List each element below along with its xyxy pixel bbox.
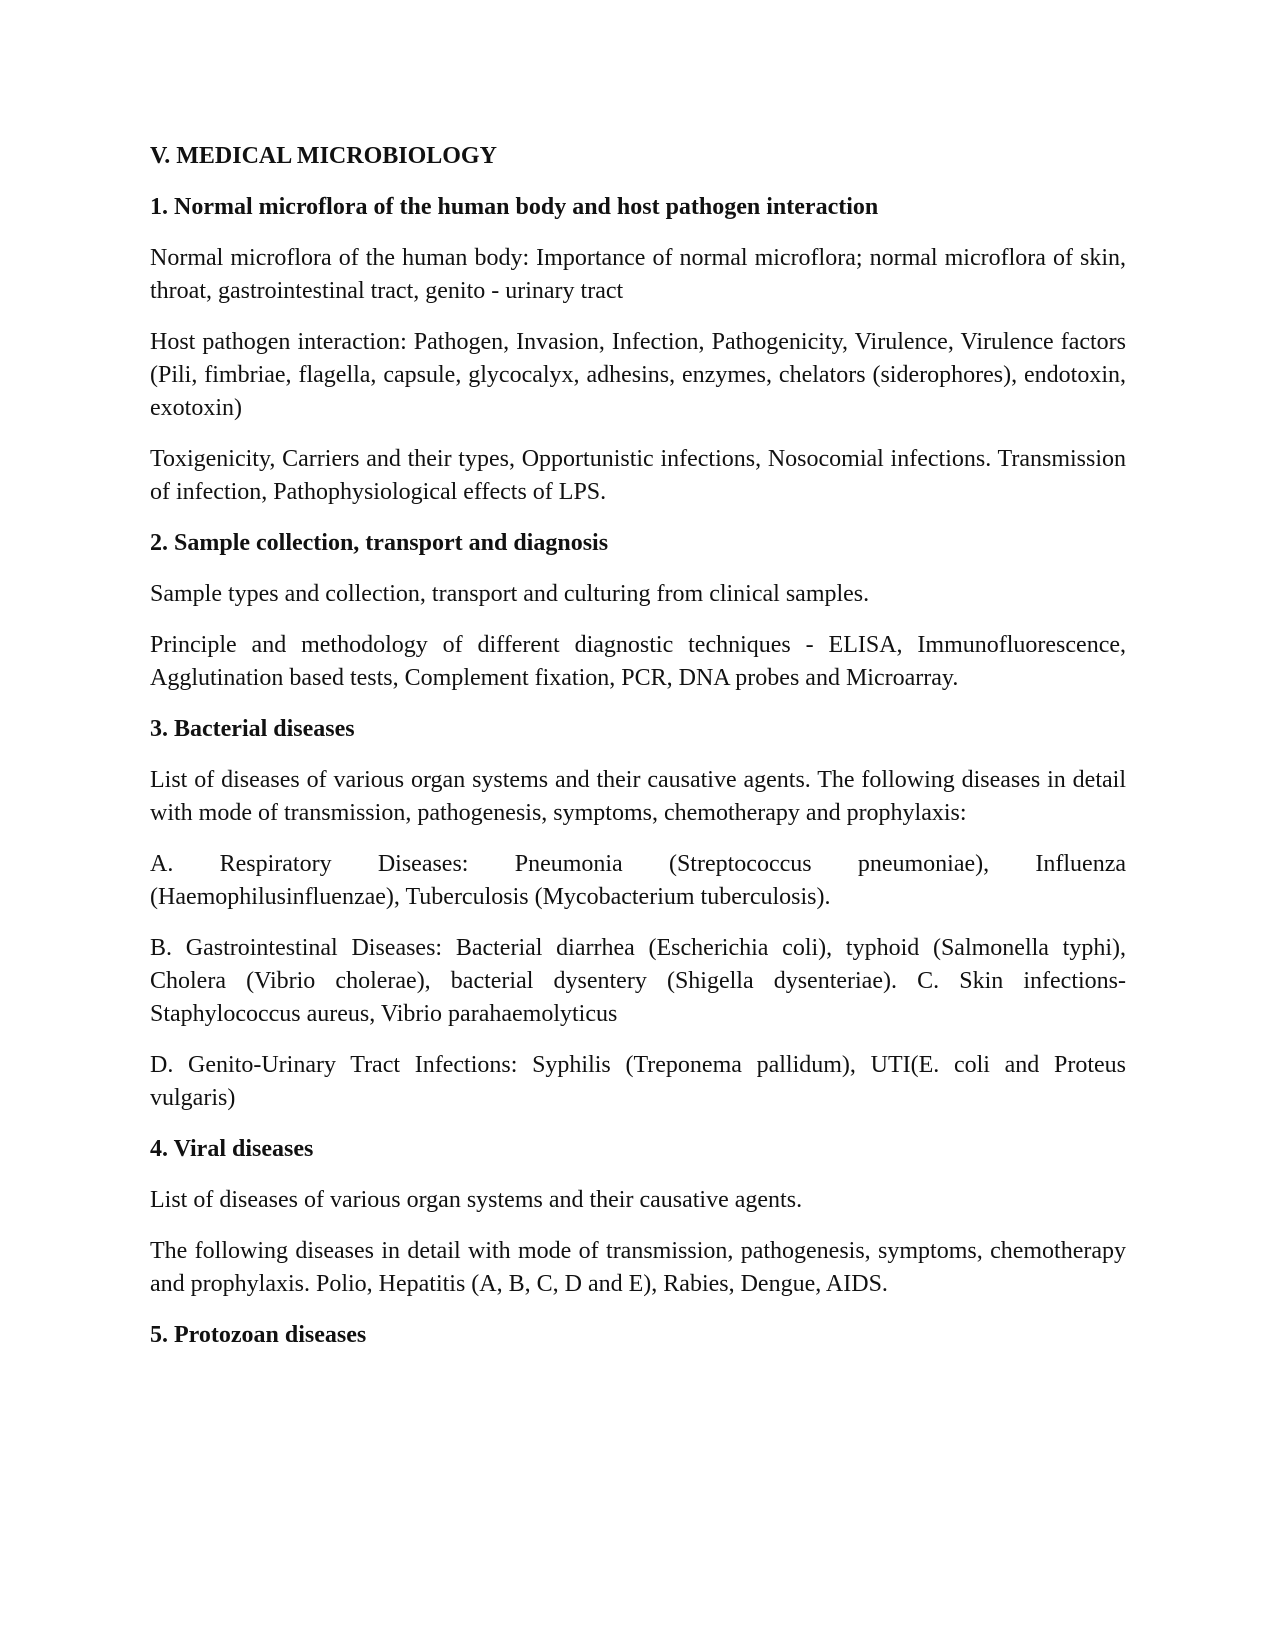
section-heading: 5. Protozoan diseases bbox=[150, 1322, 367, 1348]
document-page bbox=[150, 140, 1126, 1370]
paragraph: B. Gastrointestinal Diseases: Bacterial diarrhea (Escherichia coli), typhoid (Salmonella typhi), Cholera (Vibrio cholerae), bacterial dysentery (Shigella dysenteriae). C. Skin infections- Staphylococcus aureus, Vibrio parahaemolyticus bbox=[150, 935, 1126, 1027]
paragraph: Normal microflora of the human body: Importance of normal microflora; normal microflora of skin, throat, gastrointestinal tract, genito - urinary tract bbox=[150, 245, 1126, 304]
page-title: V. MEDICAL MICROBIOLOGY bbox=[150, 143, 497, 169]
section-normal-microflora bbox=[150, 191, 1126, 509]
paragraph: A. Respiratory Diseases: Pneumonia (Streptococcus pneumoniae), Influenza (Haemophilusinfluenzae), Tuberculosis (Mycobacterium tuberculosis). bbox=[150, 851, 1126, 910]
section-heading: 2. Sample collection, transport and diagnosis bbox=[150, 530, 609, 556]
paragraph: List of diseases of various organ systems and their causative agents. The following diseases in detail with mode of transmission, pathogenesis, symptoms, chemotherapy and prophylaxis: bbox=[150, 767, 1126, 826]
section-heading: 4. Viral diseases bbox=[150, 1136, 314, 1162]
paragraph: Toxigenicity, Carriers and their types, Opportunistic infections, Nosocomial infections. Transmission of infection, Pathophysiological effects of LPS. bbox=[150, 446, 1126, 505]
section-bacterial-diseases bbox=[150, 713, 1126, 1115]
section-sample-collection bbox=[150, 527, 1126, 695]
section-heading: 3. Bacterial diseases bbox=[150, 716, 355, 742]
section-viral-diseases bbox=[150, 1133, 1126, 1301]
paragraph: List of diseases of various organ systems and their causative agents. bbox=[150, 1187, 803, 1213]
paragraph: D. Genito-Urinary Tract Infections: Syphilis (Treponema pallidum), UTI(E. coli and Proteus vulgaris) bbox=[150, 1052, 1126, 1111]
paragraph: Principle and methodology of different diagnostic techniques - ELISA, Immunofluorescence, Agglutination based tests, Complement fixation, PCR, DNA probes and Microarray. bbox=[150, 632, 1126, 691]
paragraph: Sample types and collection, transport and culturing from clinical samples. bbox=[150, 581, 870, 607]
section-heading: 1. Normal microflora of the human body and host pathogen interaction bbox=[150, 194, 879, 220]
paragraph: The following diseases in detail with mode of transmission, pathogenesis, symptoms, chemotherapy and prophylaxis. Polio, Hepatitis (A, B, C, D and E), Rabies, Dengue, AIDS. bbox=[150, 1238, 1126, 1297]
section-protozoan-diseases bbox=[150, 1319, 1126, 1352]
paragraph: Host pathogen interaction: Pathogen, Invasion, Infection, Pathogenicity, Virulence, Virulence factors (Pili, fimbriae, flagella, capsule, glycocalyx, adhesins, enzymes, chelators (siderophores), endotoxin, exotoxin) bbox=[150, 329, 1126, 421]
